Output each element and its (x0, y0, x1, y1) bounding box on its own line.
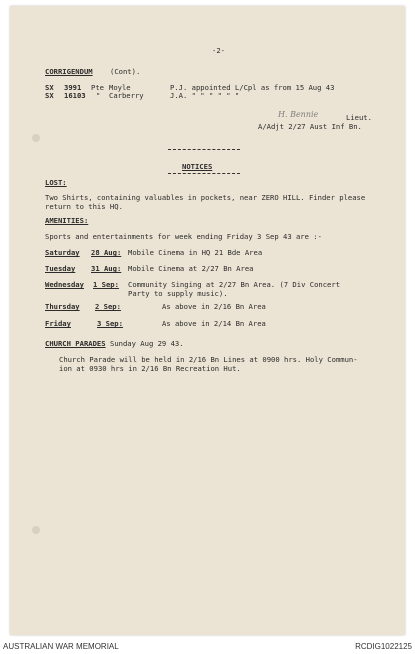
amenity-date: 1 Sep: (93, 280, 119, 289)
row-name: Moyle (109, 83, 131, 92)
notices-heading: NOTICES (182, 162, 213, 171)
amenity-day: Thursday (45, 302, 80, 311)
row-note: P.J. appointed L/Cpl as from 15 Aug 43 (170, 83, 335, 92)
corrigendum-cont: (Cont). (110, 67, 141, 76)
row-prefix: SX (45, 83, 54, 92)
row-name: Carberry (109, 91, 144, 100)
amenity-text: Mobile Cinema at 2/27 Bn Area (128, 264, 254, 273)
page-number: -2- (212, 46, 225, 55)
amenity-text: Community Singing at 2/27 Bn Area. (7 Div Concert (128, 280, 341, 289)
amenity-text: Party to supply music). (128, 289, 228, 298)
row-prefix: SX (45, 91, 54, 100)
church-heading: CHURCH PARADES (45, 339, 106, 348)
lost-heading: LOST: (45, 178, 67, 187)
amenity-date: 28 Aug: (91, 248, 122, 257)
footer-left: AUSTRALIAN WAR MEMORIAL (3, 642, 119, 651)
signature-title: A/Adjt 2/27 Aust Inf Bn. (258, 122, 362, 131)
lost-text: return to this HQ. (45, 202, 123, 211)
church-text: Church Parade will be held in 2/16 Bn Lines at 0900 hrs. Holy Commun- (59, 355, 358, 364)
row-rank: " (96, 91, 101, 100)
punch-hole (32, 134, 40, 142)
amenity-day: Wednesday (45, 280, 84, 289)
amenity-date: 31 Aug: (91, 264, 122, 273)
punch-hole (32, 526, 40, 534)
amenity-date: 3 Sep: (97, 319, 123, 328)
amenity-day: Tuesday (45, 264, 76, 273)
amenity-day: Friday (45, 319, 71, 328)
footer-right: RCDIG1022125 (355, 642, 412, 651)
amenity-text: As above in 2/16 Bn Area (162, 302, 266, 311)
row-number: 16103 (64, 91, 86, 100)
divider-line (168, 173, 240, 174)
church-text: ion at 0930 hrs in 2/16 Bn Recreation Hut. (59, 364, 241, 373)
signature-rank: Lieut. (346, 113, 372, 122)
row-number: 3991 (64, 83, 82, 92)
amenity-day: Saturday (45, 248, 80, 257)
lost-text: Two Shirts, containing valuables in pockets, near ZERO HILL. Finder please (45, 193, 366, 202)
amenity-text: Mobile Cinema in HQ 21 Bde Area (128, 248, 263, 257)
archive-footer (0, 639, 415, 654)
amenity-date: 2 Sep: (95, 302, 121, 311)
divider-line (168, 149, 240, 150)
row-rank: Pte (91, 83, 104, 92)
corrigendum-heading: CORRIGENDUM (45, 67, 93, 76)
amenity-text: As above in 2/14 Bn Area (162, 319, 266, 328)
church-date: Sunday Aug 29 43. (110, 339, 184, 348)
signature-scrawl: H. Bennie (278, 110, 319, 119)
row-note: J.A. " " " " " " (170, 91, 240, 100)
amenities-intro: Sports and entertainments for week ending Friday 3 Sep 43 are :- (45, 232, 322, 241)
amenities-heading: AMENITIES: (45, 216, 89, 225)
